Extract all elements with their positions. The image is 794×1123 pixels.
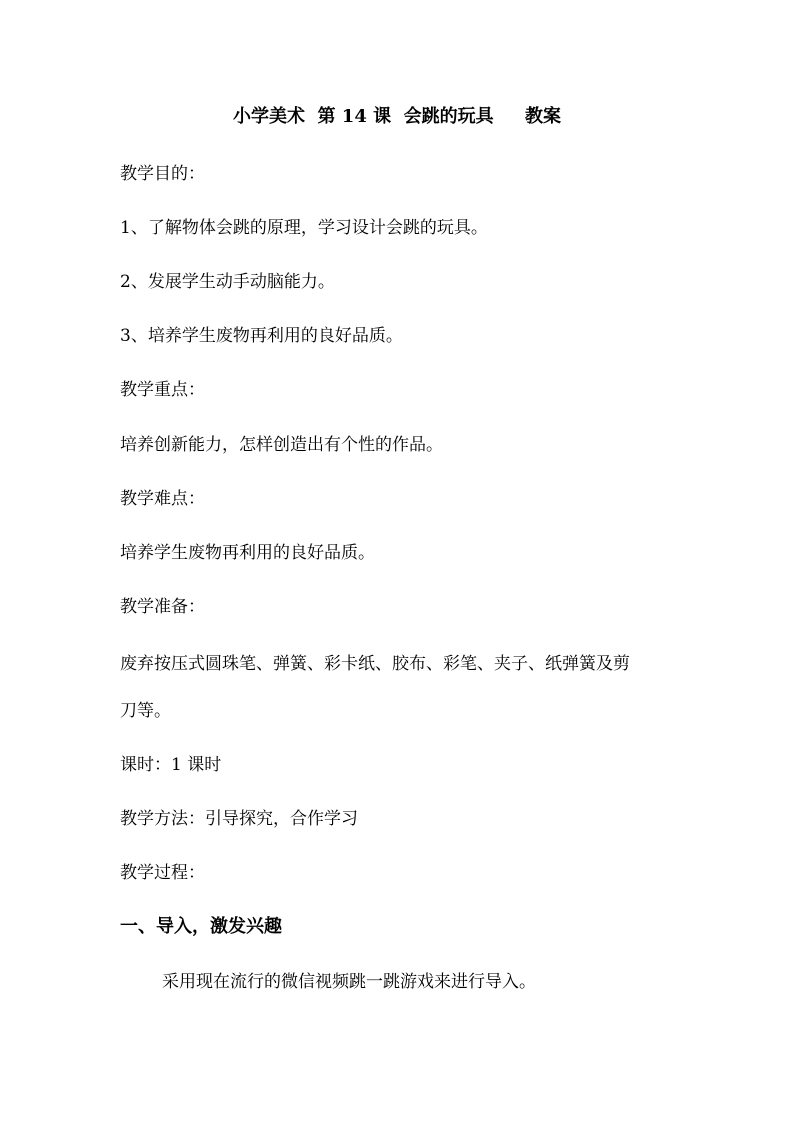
step-1-heading: 一、导入，激发兴趣: [120, 916, 282, 937]
preparation-text-line-2: 刀等。: [120, 701, 171, 721]
section-heading-difficulties: 教学难点：: [120, 489, 205, 509]
section-heading-process: 教学过程：: [120, 863, 205, 883]
document-title: 小学美术 第 14 课 会跳的玩具 教案: [233, 106, 561, 127]
step-1-text: 采用现在流行的微信视频跳一跳游戏来进行导入。: [162, 972, 536, 992]
difficulties-text: 培养学生废物再利用的良好品质。: [120, 543, 375, 563]
key-points-text: 培养创新能力，怎样创造出有个性的作品。: [120, 435, 443, 455]
section-heading-key-points: 教学重点：: [120, 380, 205, 400]
class-hours: 课时：1 课时: [120, 755, 222, 775]
teaching-method: 教学方法：引导探究，合作学习: [120, 809, 358, 829]
objective-2: 2、发展学生动手动脑能力。: [120, 272, 335, 292]
objective-3: 3、培养学生废物再利用的良好品质。: [120, 326, 403, 346]
section-heading-preparation: 教学准备：: [120, 597, 205, 617]
objective-1: 1、了解物体会跳的原理，学习设计会跳的玩具。: [120, 218, 488, 238]
section-heading-objectives: 教学目的：: [120, 164, 205, 184]
preparation-text-line-1: 废弃按压式圆珠笔、弹簧、彩卡纸、胶布、彩笔、夹子、纸弹簧及剪: [120, 654, 630, 674]
